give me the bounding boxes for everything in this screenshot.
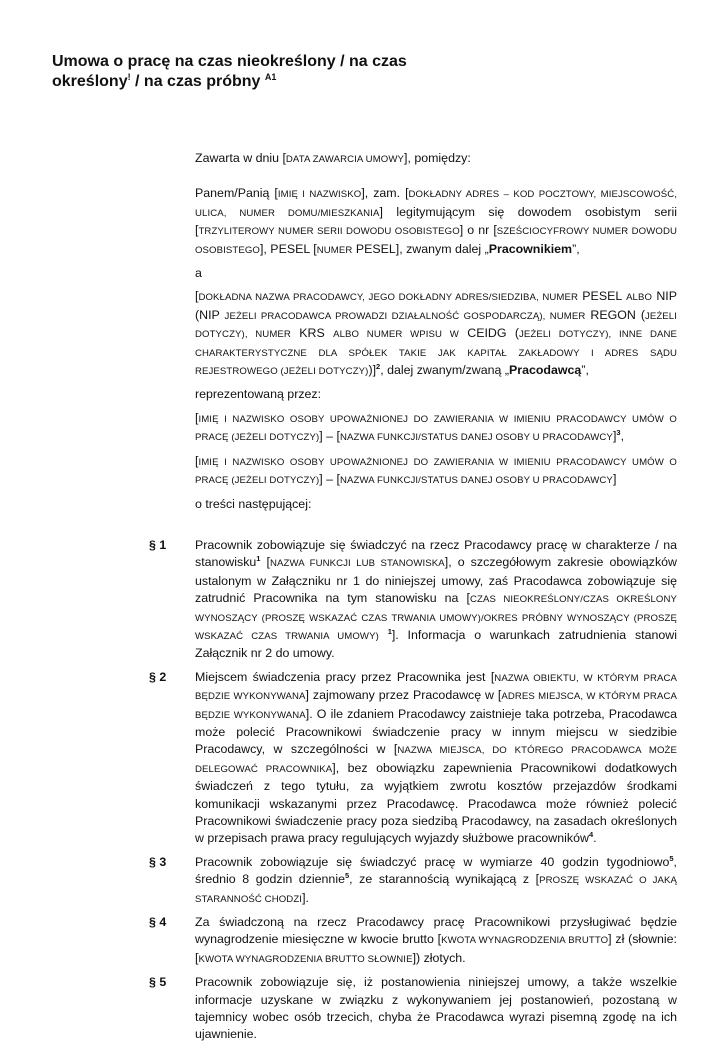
footnote-ref: 4 xyxy=(588,830,594,840)
text: ]) złotych. xyxy=(412,950,466,965)
text: ]. Informacja o warunkach zatrudnienia stanowi Załącznik nr 2 do umowy. xyxy=(195,627,677,661)
document-title xyxy=(52,52,432,92)
text xyxy=(379,628,388,642)
text: )] xyxy=(368,363,377,378)
text: PESEL xyxy=(578,289,627,304)
placeholder-name: IMIĘ I NAZWISKO xyxy=(277,189,362,201)
placeholder-function: NAZWA FUNKCJI/STATUS DANEJ OSOBY U PRACODAWCY xyxy=(339,475,613,487)
section-1 xyxy=(149,537,677,663)
section-number: § 3 xyxy=(149,854,167,869)
text: Miejscem świadczenia pracy przez Pracownika jest [ xyxy=(195,669,495,684)
text: ]. xyxy=(302,890,309,905)
placeholder-diligence: PROSZĘ WSKAZAĆ O JAKĄ STARANNOŚĆ CHODZI xyxy=(195,875,677,905)
section-4 xyxy=(149,914,677,968)
placeholder-text: JEŻELI DOTYCZY), NUMER xyxy=(195,310,678,341)
section-2 xyxy=(149,669,677,848)
footnote-ref: 5 xyxy=(669,853,674,863)
text: ] – [ xyxy=(319,429,340,444)
text: ] zł (słownie: [ xyxy=(195,932,677,965)
placeholder-pesel: NUMER xyxy=(316,244,353,256)
section-number: § 5 xyxy=(149,975,167,990)
placeholder-id-number: SZEŚCIOCYFROWY NUMER DOWODU OSOBISTEGO xyxy=(195,226,677,256)
placeholder-representative: IMIĘ I NAZWISKO OSOBY UPOWAŻNIONEJ DO ZAWIERANIA W IMIENIU PRACODAWCY UMÓW O PRACĘ (JEŻELI DOTYCZY) xyxy=(195,456,677,487)
text: Pracownik zobowiązuje się świadczyć na rzecz Pracodawcy pracę w charakterze / na stanowisku xyxy=(195,537,677,570)
title-footnote-1: ! xyxy=(127,72,131,82)
text: [ xyxy=(260,555,270,570)
text: Panem/Panią [ xyxy=(195,186,278,201)
text: Pracownik zobowiązuje się, iż postanowienia niniejszej umowy, a także wszelkie informacje uzyskane w związku z wykonywaniem jej postanowień, pozostaną w tajemnicy wobec osób trzecich, chyba że Pracodawca wyrazi pisemną zgodę na ich ujawnienie. xyxy=(195,975,677,1042)
text: Za świadczoną na rzecz Pracodawcy pracę Pracownikowi przysługiwać będzie wynagrodzenie miesięczne w kwocie brutto [ xyxy=(195,915,677,947)
text: ] xyxy=(612,472,617,487)
text: ] – [ xyxy=(319,472,340,487)
placeholder-id-series: TRZYLITEROWY NUMER SERII DOWODU OSOBISTEGO xyxy=(198,226,460,238)
placeholder-text: ALBO xyxy=(626,292,653,304)
placeholder-text: JEŻELI PRACODAWCA PROWADZI DZIAŁALNOŚĆ GOSPODARCZĄ), NUMER xyxy=(224,310,586,322)
section-number: § 4 xyxy=(149,915,167,930)
text: ], o szczegółowym zakresie obowiązków ustalonym w Załączniku nr 1 do niniejszej umowy, zaś Pracodawca zobowiązuje się zatrudnić Pracownika na tym stanowisku na [ xyxy=(195,555,677,606)
text: ], PESEL [ xyxy=(259,241,317,256)
document-body xyxy=(149,150,678,1044)
employee-term: Pracownikiem xyxy=(488,241,573,256)
text: ] legitymującym się dowodem osobistym serii [ xyxy=(195,204,677,238)
represented-by-paragraph: reprezentowaną przez: xyxy=(195,387,322,402)
representative-1-paragraph xyxy=(195,410,677,447)
text: ”, xyxy=(581,363,589,378)
placeholder-text: JEŻELI DOTYCZY), INNE DANE CHARAKTERYSTYCZNE DLA SPÓŁEK TAKIE JAK KAPITAŁ ZAKŁADOWY I ADRES SĄDU REJESTROWEGO (JEŻELI DOTYCZY) xyxy=(195,329,677,378)
text: , średnio 8 godzin dziennie xyxy=(195,854,677,887)
placeholder-position: NAZWA FUNKCJI LUB STANOWISKA xyxy=(269,558,445,570)
placeholder-address: ADRES MIEJSCA, W KTÓRYM PRACA BĘDZIE WYKONYWANA xyxy=(195,691,677,721)
text: ] zajmowany przez Pracodawcę w [ xyxy=(305,688,502,703)
footnote-ref: 5 xyxy=(344,871,350,881)
title-line1: Umowa o pracę na czas nieokreślony / na czas xyxy=(52,53,407,70)
following-content-paragraph: o treści następującej: xyxy=(195,496,312,511)
intro-date-paragraph xyxy=(195,150,677,168)
text: ] o nr [ xyxy=(459,223,497,238)
placeholder-function: NAZWA FUNKCJI/STATUS DANEJ OSOBY U PRACODAWCY xyxy=(339,432,613,444)
placeholder-object: NAZWA OBIEKTU, W KTÓRYM PRACA BĘDZIE WYKONYWANA xyxy=(195,672,677,703)
title-line2b: / na czas próbny xyxy=(130,73,261,90)
text: ] xyxy=(612,429,617,444)
text: ]. O ile zdaniem Pracodawcy zaistnieje taka potrzeba, Pracodawca może polecić Pracownikowi świadczenie pracy w innym miejscu w siedzibie Pracodawcy, w szczególności w [ xyxy=(195,706,677,757)
text: Pracownik zobowiązuje się świadczyć pracę w wymiarze 40 godzin tygodniowo xyxy=(195,854,670,869)
text: KRS xyxy=(290,326,334,341)
text: PESEL], zwanym dalej „ xyxy=(352,241,489,256)
placeholder-representative: IMIĘ I NAZWISKO OSOBY UPOWAŻNIONEJ DO ZAWIERANIA W IMIENIU PRACODAWCY UMÓW O PRACĘ (JEŻELI DOTYCZY) xyxy=(195,413,677,444)
text: , xyxy=(620,429,625,444)
employer-paragraph xyxy=(195,288,677,380)
employer-term: Pracodawcą xyxy=(509,363,582,378)
placeholder-contract-period: CZAS NIEOKREŚLONY/CZAS OKREŚLONY WYNOSZĄCY (PROSZĘ WSKAZAĆ CZAS TRWANIA UMOWY)/OKRES PRÓBNY WYNOSZĄCY (PROSZĘ WSKAZAĆ CZAS TRWANIA UMOWY) xyxy=(195,594,677,642)
section-number: § 2 xyxy=(149,669,167,684)
and-paragraph: a xyxy=(195,266,202,281)
section-3 xyxy=(149,853,677,908)
placeholder-place: NAZWA MIEJSCA, DO KTÓREGO PRACODAWCA MOŻE DELEGOWAĆ PRACOWNIKA xyxy=(195,745,677,775)
footnote-ref: 3 xyxy=(616,428,621,438)
placeholder-date: DATA ZAWARCIA UMOWY xyxy=(285,154,404,165)
placeholder-salary: KWOTA WYNAGRODZENIA BRUTTO xyxy=(441,935,609,947)
text: , ze starannością wynikającą z [ xyxy=(349,872,540,887)
employee-paragraph xyxy=(195,185,677,259)
text: ], pomiędzy: xyxy=(404,151,471,165)
section-5 xyxy=(149,974,677,1044)
text: ”, xyxy=(572,241,580,256)
placeholder-address: DOKŁADNY ADRES – KOD POCZTOWY, MIEJSCOWOŚĆ, ULICA, NUMER DOMU/MIESZKANIA xyxy=(195,189,677,219)
text: Zawarta w dniu [ xyxy=(195,151,286,165)
text: ], zam. [ xyxy=(361,186,409,201)
placeholder-salary-words: KWOTA WYNAGRODZENIA BRUTTO SŁOWNIE xyxy=(198,953,413,965)
footnote-ref: 1 xyxy=(256,554,261,564)
title-line2a: określony xyxy=(52,73,128,90)
text: NIP (NIP xyxy=(195,289,677,322)
representative-2-paragraph xyxy=(195,453,677,490)
text: ], bez obowiązku zapewnienia Pracownikowi dodatkowych świadczeń z tego tytułu, za wyjątkiem zwrotu kosztów przejazdów środkami komunikacji wskazanymi przez Pracodawcę. Pracodawca może również polecić Pracownikowi świadczenie pracy poza siedzibą Pracodawcy, na zasadach określonych w przepisach prawa pracy regulujących wyjazdy służbowe pracowników xyxy=(195,760,677,846)
text: . xyxy=(593,831,597,846)
placeholder-employer: DOKŁADNA NAZWA PRACODAWCY, JEGO DOKŁADNY ADRES/SIEDZIBA, NUMER xyxy=(198,292,579,304)
title-footnote-2: A1 xyxy=(264,72,277,82)
text: REGON ( xyxy=(585,307,645,322)
footnote-ref: 2 xyxy=(376,362,381,372)
placeholder-text: ALBO NUMER WPISU W xyxy=(333,329,459,341)
text: [ xyxy=(195,410,199,425)
text: CEIDG ( xyxy=(458,326,519,341)
text: [ xyxy=(195,289,199,304)
text: [ xyxy=(195,453,199,468)
section-number: § 1 xyxy=(149,537,167,552)
footnote-ref: 1 xyxy=(387,626,392,636)
text: , dalej zwanym/zwaną „ xyxy=(380,363,509,378)
